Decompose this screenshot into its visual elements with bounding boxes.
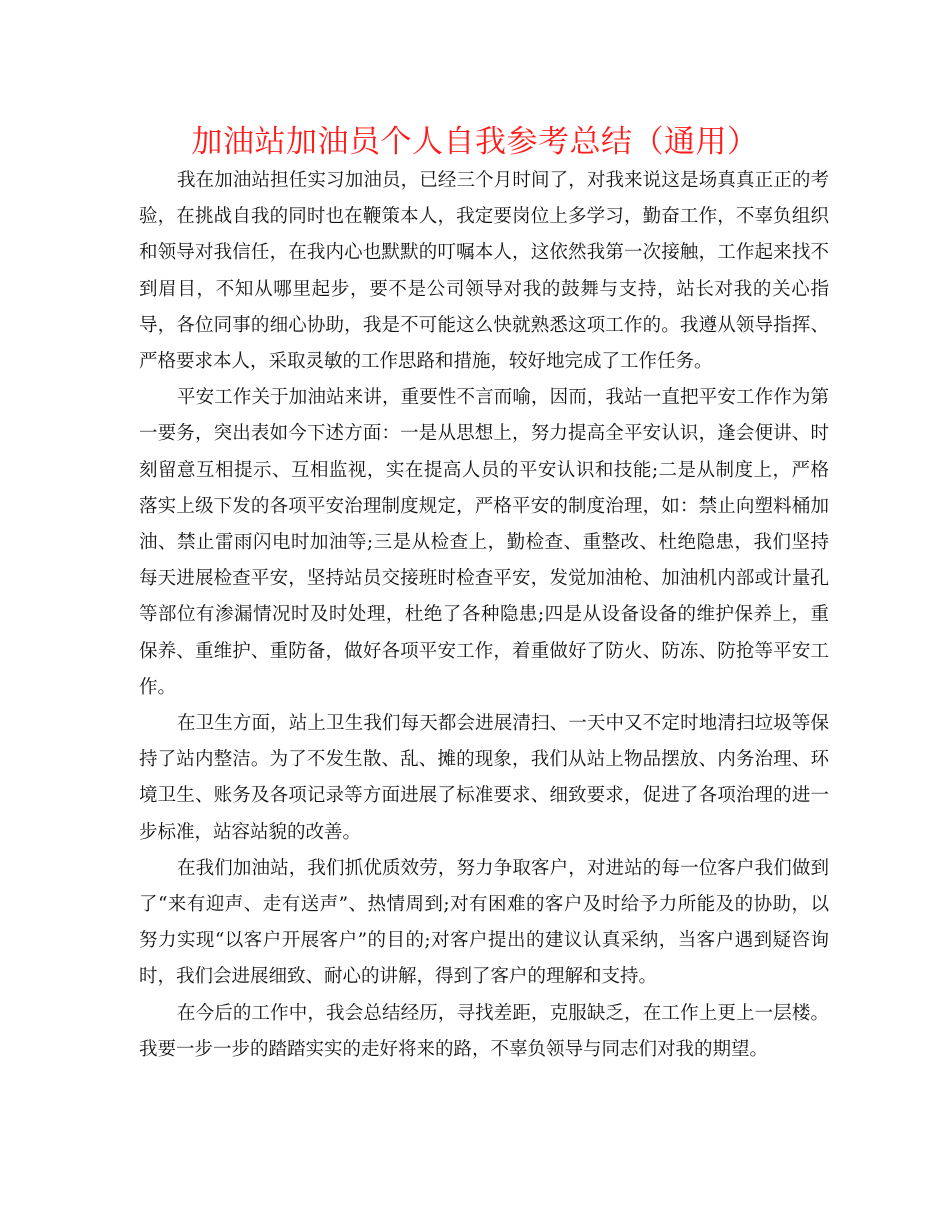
document-title: 加油站加油员个人自我参考总结（通用） — [191, 124, 759, 160]
paragraph-intro: 我在加油站担任实习加油员，已经三个月时间了，对我来说这是场真真正正的考验，在挑战自我的同时也在鞭策本人，我定要岗位上多学习，勤奋工作，不辜负组织和领导对我信任，在我内心也默默的叮嘱本人，这依然我第一次接触，工作起来找不到眉目，不知从哪里起步，要不是公司领导对我的鼓舞与支持，站长对我的关心指导，各位同事的细心协助，我是不可能这么快就熟悉这项工作的。我遵从领导指挥、严格要求本人，采取灵敏的工作思路和措施，较好地完成了工作任务。 — [139, 170, 829, 373]
document-body — [139, 163, 829, 1068]
paragraph-hygiene: 在卫生方面，站上卫生我们每天都会进展清扫、一天中又不定时地清扫垃圾等保持了站内整洁。为了不发生散、乱、摊的现象，我们从站上物品摆放、内务治理、环境卫生、账务及各项记录等方面进展了标准要求、细致要求，促进了各项治理的进一步标准，站容站貌的改善。 — [139, 713, 829, 843]
paragraph-service: 在我们加油站，我们抓优质效劳，努力争取客户，对进站的每一位客户我们做到了“来有迎声、走有送声”、热情周到;对有困难的客户及时给予力所能及的协助，以努力实现“以客户开展客户”的目的;对客户提出的建议认真采纳，当客户遇到疑咨询时，我们会进展细致、耐心的讲解，得到了客户的理解和支持。 — [139, 857, 829, 988]
paragraph-safety: 平安工作关于加油站来讲，重要性不言而喻，因而，我站一直把平安工作作为第一要务，突出表如今下述方面：一是从思想上，努力提高全平安认识，逢会便讲、时刻留意互相提示、互相监视，实在提高人员的平安认识和技能;二是从制度上，严格落实上级下发的各项平安治理制度规定，严格平安的制度治理，如：禁止向塑料桶加油、禁止雷雨闪电时加油等;三是从检查上，勤检查、重整改、杜绝隐患，我们坚持每天进展检查平安，坚持站员交接班时检查平安，发觉加油枪、加油机内部或计量孔等部位有渗漏情况时及时处理，杜绝了各种隐患;四是从设备设备的维护保养上，重保养、重维护、重防备，做好各项平安工作，着重做好了防火、防冻、防抢等平安工作。 — [139, 387, 829, 698]
paragraph-outlook: 在今后的工作中，我会总结经历，寻找差距，克服缺乏，在工作上更上一层楼。我要一步一步的踏踏实实的走好将来的路，不辜负领导与同志们对我的期望。 — [139, 1002, 829, 1060]
